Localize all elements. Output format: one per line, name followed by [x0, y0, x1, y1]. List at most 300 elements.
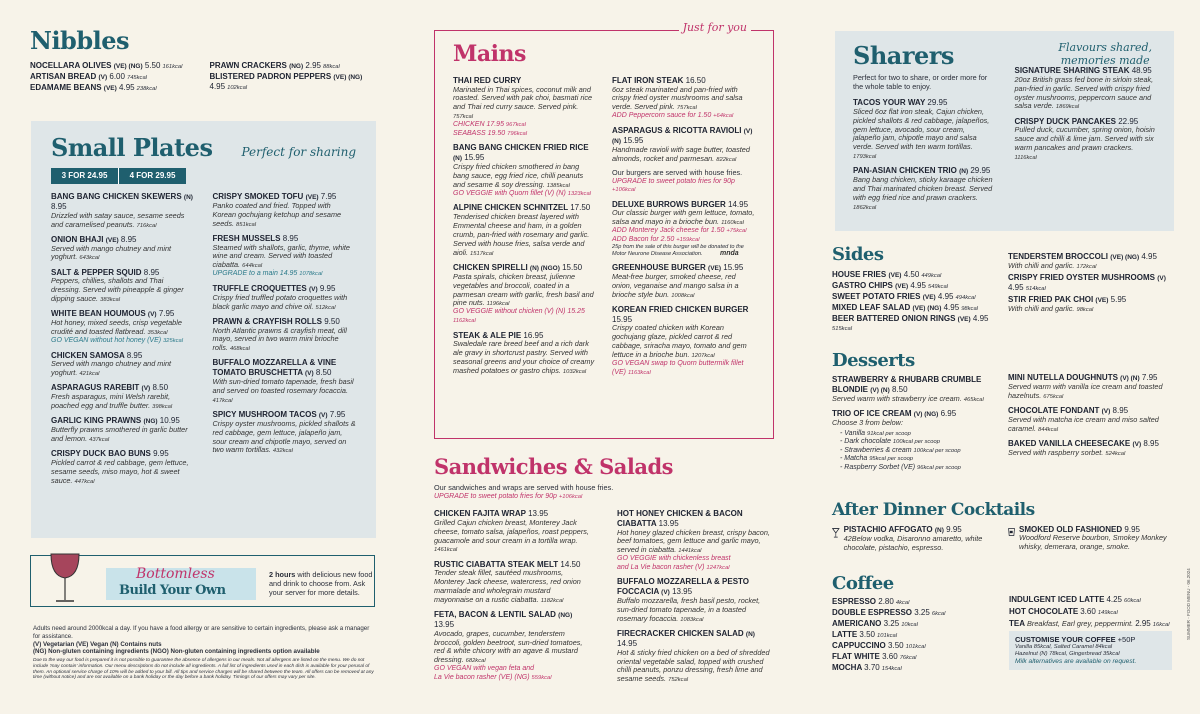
nibbles-columns [30, 61, 375, 94]
burger-0-option-0: ADD Monterey Jack cheese for 1.50 +75kcal [612, 227, 747, 235]
dessert-right-0-tags: (V) (N) [1120, 374, 1140, 382]
main-right-1 [612, 126, 755, 164]
mains-script: Just for you [679, 21, 751, 34]
small-plates-left [51, 192, 195, 491]
nibble-left-1-kcal: 745kcal [126, 75, 147, 82]
small-plates-header [51, 133, 356, 162]
sharer-right-1-name: CRISPY DUCK PANCAKES [1014, 116, 1116, 126]
sandwiches-upgrade-kcal: +106kcal [558, 493, 583, 500]
dessert-left-1-name: TRIO OF ICE CREAM [832, 408, 912, 418]
small-plate-right-4-name: BUFFALO MOZZARELLA & VINE TOMATO BRUSCHETTA [212, 358, 337, 378]
side-right-2-desc: With chilli and garlic. 98kcal [1008, 303, 1094, 313]
sandwich-right-1-desc: Buffalo mozzarella, fresh basil pesto, rocket, sun-dried tomato tapenade, in a toasted rosemary focaccia. 1083kcal [617, 596, 761, 623]
sandwich-right-1-name: BUFFALO MOZZARELLA & PESTO FOCCACIA [617, 577, 749, 597]
small-plate-left-0-name: BANG BANG CHICKEN SKEWERS [51, 192, 182, 202]
coffee-left-0-name: ESPRESSO [832, 596, 877, 606]
nibble-left-1 [30, 72, 196, 82]
sandwich-left-0-price: 13.95 [528, 509, 549, 519]
dessert-left-1-tags: (V) (NG) [913, 410, 939, 418]
side-left-0-kcal: 449kcal [921, 272, 942, 279]
side-left-3 [832, 303, 996, 313]
bottomless-detail: with delicious new food and drink to choose from. Ask your server for more details. [269, 570, 373, 597]
main-left-2-name: ALPINE CHICKEN SCHNITZEL [453, 203, 568, 213]
coffee-left-3-name: LATTE [832, 630, 858, 640]
small-plate-right-1 [213, 234, 357, 279]
small-plate-right-4-kcal: 417kcal [212, 397, 233, 404]
customise-title: CUSTOMISE YOUR COFFEE [1015, 635, 1116, 645]
nibble-left-2-price: 4.95 [119, 83, 135, 93]
small-plate-left-3-price: 7.95 [158, 309, 175, 319]
small-plate-right-3 [213, 317, 357, 354]
desserts-title: Desserts [832, 350, 915, 371]
small-plate-right-4-price: 8.50 [315, 368, 332, 378]
sharers-script-1: Flavours shared, [1058, 41, 1152, 54]
main-left-3-option-0: GO VEGGIE without chicken (V) (N) 15.25 1162kcal [453, 308, 585, 324]
small-plate-right-2-kcal: 512kcal [315, 304, 336, 311]
small-plate-right-1-option: UPGRADE to a main 14.95 1078kcal [212, 270, 323, 278]
coffee-title: Coffee [832, 573, 894, 594]
side-left-2 [832, 292, 996, 302]
small-plates-columns [51, 192, 356, 491]
burger-2-name: KOREAN FRIED CHICKEN BURGER [612, 304, 749, 314]
small-plates-right [213, 192, 357, 491]
nibble-left-1-name: ARTISAN BREAD [30, 72, 97, 82]
small-plate-right-2-tags: (V) [308, 285, 318, 293]
sides-right [1008, 252, 1172, 334]
main-right-1-price: 15.95 [623, 135, 644, 145]
sharer-left-1-kcal: 1862kcal [853, 204, 877, 211]
sandwiches-note: Our sandwiches and wraps are served with house fries. [434, 482, 614, 492]
sharer-left-1-name: PAN-ASIAN CHICKEN TRIO [853, 166, 957, 176]
coffee-left-3-kcal: 101kcal [877, 633, 898, 640]
small-plate-left-5-tags: (V) [141, 385, 151, 393]
coffee-left-0-price: 2.80 [878, 596, 894, 606]
desserts-right [1008, 373, 1172, 472]
coffee-left-1-kcal: 6kcal [931, 611, 946, 618]
small-plate-left-2-name: SALT & PEPPER SQUID [51, 267, 142, 277]
sandwich-right-1-tags: (V) [661, 589, 670, 597]
footnote-key2: (NG) Non-gluten containing ingredients (NGO) Non-gluten containing ingredients option available [33, 648, 320, 656]
coffee-left-4-kcal: 101kcal [905, 644, 926, 651]
main-right-1-tags: (V) (N) [612, 127, 753, 145]
small-plates-title: Small Plates [51, 133, 213, 162]
sharers-right [1015, 66, 1157, 217]
cocktail-left [832, 525, 996, 553]
main-left-0-desc: Marinated in Thai spices, coconut milk and roasted. Served with pak choi, basmati rice and Thai red curry sauce. Served pink. 757kcal [453, 84, 593, 121]
side-left-0-tags: (VE) [888, 271, 902, 279]
sandwich-right-0-price: 13.95 [658, 518, 679, 528]
coffee-left-0-kcal: 4kcal [895, 599, 910, 606]
tumbler-glass-icon [1008, 525, 1015, 539]
small-plate-left-1-desc: Served with mango chutney and mint yoghurt. 643kcal [51, 243, 172, 262]
bottomless-build: Build Your Own [119, 583, 226, 598]
side-left-0-name: HOUSE FRIES [832, 269, 887, 279]
burger-2-kcal: 1207kcal [691, 353, 715, 360]
side-left-2-price: 4.95 [937, 292, 954, 302]
small-plate-left-3-name: WHITE BEAN HOUMOUS [51, 309, 146, 319]
sandwich-left-1-name: RUSTIC CIABATTA STEAK MELT [434, 559, 559, 569]
footnote-key1: (V) Vegetarian (VE) Vegan (N) Contains nuts [33, 640, 162, 648]
side-left-0 [832, 270, 996, 280]
nibbles-right [210, 61, 376, 94]
deal-4: 4 FOR 29.95 [118, 168, 186, 184]
sharer-right-0-kcal: 1869kcal [1055, 104, 1080, 111]
nibbles-left [30, 61, 196, 94]
sandwich-left-0-desc: Grilled Cajun chicken breast, Monterey Jack cheese, tomato salsa, jalapeños, roast peppers, guacamole and sour cream in a tortilla wrap. 1461kcal [434, 517, 589, 554]
nibble-right-0 [210, 61, 376, 71]
sharers-script [1058, 41, 1152, 67]
sharer-right-1 [1015, 117, 1157, 162]
nibble-left-2-name: EDAMAME BEANS [30, 83, 102, 93]
sandwich-right-2-tags: (N) [745, 630, 755, 638]
main-left-3-tags: (N) (NGO) [529, 264, 560, 272]
coffee-right-2-desc: Breakfast, Earl grey, peppermint. [1027, 619, 1134, 629]
burger-note [612, 169, 755, 195]
coffee-left-2-name: AMERICANO [832, 619, 882, 629]
coffee-left-4-price: 3.50 [888, 641, 904, 651]
coffee-left-1-name: DOUBLE ESPRESSO [832, 608, 913, 618]
sharer-left-0-kcal: 1793kcal [853, 154, 877, 161]
mains-left [453, 76, 596, 382]
dessert-right-1-name: CHOCOLATE FONDANT [1008, 405, 1100, 415]
sandwich-right-0-kcal: 1441kcal [678, 548, 702, 555]
sandwich-left-0 [434, 509, 591, 554]
deal-bar [51, 168, 186, 184]
burger-2-price: 15.95 [612, 314, 633, 324]
cocktail-right-price: 9.95 [1124, 524, 1140, 534]
main-left-0-name: THAI RED CURRY [453, 75, 522, 85]
small-plate-right-1-price: 8.95 [282, 233, 299, 243]
cocktails-columns [832, 525, 1172, 553]
main-right-0-kcal: 757kcal [676, 105, 697, 112]
main-right-0-price: 16.50 [685, 75, 706, 85]
small-plate-right-0-tags: (VE) [305, 194, 319, 202]
small-plate-left-1-price: 8.95 [120, 234, 137, 244]
main-left-2-desc: Tenderised chicken breast layered with Emmental cheese and ham, in a golden crumb, pan-fried with rosemary and garlic. Served with house fries, salsa verde and aioli. 1517kcal [453, 212, 590, 257]
mains-title: Mains [453, 41, 526, 67]
small-plate-right-5-name: SPICY MUSHROOM TACOS [212, 409, 317, 419]
small-plate-left-7-kcal: 447kcal [74, 478, 95, 485]
coffee-left-0 [832, 597, 995, 607]
sandwich-left-2-name: FETA, BACON & LENTIL SALAD [434, 610, 556, 619]
side-left-2-kcal: 494kcal [955, 295, 976, 302]
nibble-right-1-price: 4.95 [209, 82, 226, 92]
small-plate-right-4 [213, 358, 357, 405]
dessert-right-2-name: BAKED VANILLA CHEESECAKE [1008, 438, 1131, 448]
main-left-4-name: STEAK & ALE PIE [453, 330, 522, 340]
small-plate-left-2-kcal: 383kcal [100, 297, 121, 304]
burger-0-price: 14.95 [728, 199, 749, 209]
customise-box [1009, 631, 1172, 670]
side-left-3-name: MIXED LEAF SALAD [832, 303, 911, 313]
sandwich-right-1 [617, 577, 774, 624]
small-plate-left-2-price: 8.95 [143, 267, 160, 277]
small-plate-left-6-desc: Butterfly prawns smothered in garlic butter and lemon. 437kcal [51, 425, 188, 443]
main-right-0 [612, 76, 755, 121]
sandwich-left-1 [434, 560, 591, 605]
small-plate-right-3-kcal: 468kcal [229, 346, 250, 353]
sharer-left-1-price: 29.95 [970, 166, 991, 176]
dessert-right-2-kcal: 524kcal [1105, 450, 1126, 457]
sandwich-right-0-name: HOT HONEY CHICKEN & BACON CIABATTA [617, 509, 743, 528]
burger-2-desc: Crispy coated chicken with Korean gochujang glaze, pickled carrot & red cabbage, sriracha mayo, tomato and gem lettuce in a brioche bun. 1207kcal [612, 323, 747, 360]
sharer-right-0 [1015, 66, 1157, 111]
coffee-left-6-kcal: 154kcal [881, 666, 902, 673]
sandwich-left-2-option-1: La Vie bacon rasher (VE) (NG) 559kcal [434, 673, 552, 681]
small-plate-left-1-tags: (VE) [105, 236, 119, 244]
dessert-right-2 [1008, 439, 1172, 458]
dessert-right-2-desc: Served with raspberry sorbet. 524kcal [1008, 447, 1126, 457]
coffee-left-2-price: 3.25 [883, 619, 900, 629]
burger-0-extra: 25p from the sale of this burger will be donated to the Motor Neurone Disease Association. [612, 244, 744, 258]
main-left-4 [453, 331, 596, 376]
small-plate-left-7-desc: Pickled carrot & red cabbage, gem lettuce, sesame seeds, miso mayo, hot & sweet sauce. 447kcal [51, 457, 189, 485]
bottomless-text [269, 571, 374, 598]
main-left-3-name: CHICKEN SPIRELLI [453, 262, 528, 272]
sharer-left-1-desc: Bang bang chicken, sticky karaage chicken and Thai marinated chicken breast. Served with egg fried rice and prawn crackers. 1862kcal [853, 175, 993, 211]
small-plate-left-4-name: CHICKEN SAMOSA [51, 350, 125, 360]
coffee-left-5-price: 3.60 [882, 652, 898, 662]
coffee-left-5 [832, 652, 995, 662]
small-plate-left-6-tags: (NG) [143, 418, 158, 426]
small-plate-right-1-name: FRESH MUSSELS [212, 233, 281, 243]
nibble-right-1 [210, 72, 376, 92]
dessert-right-1-desc: Served with matcha ice cream and miso salted caramel. 844kcal [1008, 414, 1159, 433]
small-plate-right-3-name: PRAWN & CRAYFISH ROLLS [212, 316, 322, 326]
nibble-left-0 [30, 61, 196, 71]
small-plate-left-2 [51, 268, 195, 305]
dessert-left-0 [832, 375, 996, 404]
side-right-2: STIR FRIED PAK CHOI (VE) 5.95 With chilli and garlic. 98kcal [1008, 295, 1172, 314]
coffee-left-2-kcal: 10kcal [901, 622, 918, 629]
side-left-4-name: BEER BATTERED ONION RINGS [832, 314, 956, 324]
side-left-3-tags: (VE) (NG) [912, 305, 942, 313]
side-right-1: CRISPY FRIED OYSTER MUSHROOMS (V) 4.95 514kcal [1008, 272, 1166, 292]
main-left-3 [453, 263, 596, 326]
nibble-left-2 [30, 83, 196, 93]
main-right-1-kcal: 822kcal [716, 156, 737, 163]
sandwich-right-0-option-1: and La Vie bacon rasher (V) 1247kcal [617, 563, 730, 571]
main-left-4-desc: Swaledale rare breed beef and a rich dark ale gravy in shortcrust pastry. Served with seasonal greens and your choice of creamy mashed potatoes or gastro chips. 1032kcal [453, 339, 595, 375]
coffee-left-5-kcal: 76kcal [899, 655, 917, 662]
dessert-right-2-tags: (V) [1132, 440, 1142, 448]
small-plate-left-3-option: GO VEGAN without hot honey (VE) 325kcal [51, 336, 184, 344]
cocktail-left-desc: 42Below vodka, Disaronno amaretto, white chocolate, pistachio, espresso. [843, 533, 983, 552]
customise-price: +50P [1117, 635, 1136, 645]
footnote-legal: Due to the way our food is prepared it is not possible to guarantee the absence of allergens in our meals. Not all allergens are listed on the menu. We do not include 'may contain' information. Our menu descriptions do not include all ingredients. A full list of ingredients used in each dish is available for your perusal of them. An optional service charge of 10% will be added to your bill. All tips and service charges will be shared between the team. All offers can be removed at any time (without notice) and are not available on a bank holiday or the day before a bank holiday. Timings of our offers may vary per site. [33, 658, 374, 681]
customise-l1: Vanilla 85kcal, Salted Caramel 84kcal [1015, 644, 1113, 651]
nibble-left-1-price: 6.00 [109, 72, 125, 82]
side-left-4-kcal: 515kcal [832, 326, 852, 333]
small-plate-right-5-desc: Crispy oyster mushrooms, pickled shallots & red cabbage, gem lettuce, jalapeño jam, sour cream and chipotle mayo, served on two warm tortillas. 432kcal [212, 418, 356, 455]
dessert-right-0 [1008, 373, 1172, 401]
sides-left [832, 270, 996, 334]
flavour-3: - Matcha 95kcal per scoop [840, 455, 914, 463]
cocktail-right-desc: Woodford Reserve bourbon, Smokey Monkey whisky, demerara, orange, smoke. [1019, 533, 1167, 552]
small-plate-left-0-tags: (N) [183, 194, 193, 202]
sharers-title: Sharers [853, 41, 954, 70]
side-right-0-name: TENDERSTEM BROCCOLI [1008, 251, 1108, 261]
sandwich-right-2-kcal: 752kcal [668, 677, 689, 684]
coffee-right-2: TEA Breakfast, Earl grey, peppermint. 2.95 16kcal [1009, 619, 1170, 629]
main-left-0 [453, 76, 596, 139]
main-left-4-kcal: 1032kcal [562, 368, 587, 375]
main-right-1-name: ASPARAGUS & RICOTTA RAVIOLI [612, 125, 742, 135]
mains-columns [453, 76, 755, 382]
nibble-left-2-tags: (VE) [103, 85, 117, 93]
small-plate-right-0-price: 7.95 [320, 192, 337, 202]
nibble-right-1-name: BLISTERED PADRON PEPPERS [209, 72, 332, 82]
side-left-0-price: 4.50 [903, 269, 920, 279]
coffee-left-3-price: 3.50 [859, 630, 875, 640]
small-plate-left-3-kcal: 353kcal [147, 329, 168, 336]
main-left-1-price: 15.95 [464, 153, 485, 163]
flavour-0: - Vanilla 91kcal per scoop [840, 429, 911, 437]
bottomless-box [30, 555, 375, 607]
dessert-left-0-desc: Served warm with strawberry ice cream. 465kcal [832, 393, 984, 403]
sharers-script-2: memories made [1060, 54, 1150, 68]
martini-glass-icon [832, 525, 840, 541]
sandwich-right-1-kcal: 1083kcal [680, 616, 704, 623]
mnda-logo-icon: mnda [720, 250, 739, 257]
sides-title: Sides [832, 244, 884, 265]
main-left-1-kcal: 1385kcal [546, 182, 570, 189]
side-left-2-name: SWEET POTATO FRIES [832, 292, 921, 302]
side-right-0-desc: With chilli and garlic. 172kcal [1008, 260, 1097, 270]
vertical-label: SUMMER - FOOD MENU - 06.2024 [1186, 568, 1191, 640]
small-plate-left-6-kcal: 437kcal [89, 436, 110, 443]
coffee-section [832, 573, 1172, 674]
coffee-right-2-name: TEA [1009, 619, 1025, 629]
nibble-left-0-tags: (VE) (NG) [113, 63, 143, 71]
sandwich-left-1-desc: Tender steak fillet, sautéed mushrooms, Monterey Jack cheese, watercress, red onion marmalade and wholegrain mustard mayonnaise on a rustic ciabatta. 1182kcal [434, 568, 581, 604]
dessert-right-0-name: MINI NUTELLA DOUGHNUTS [1008, 372, 1118, 382]
small-plate-left-6 [51, 416, 195, 444]
small-plate-left-0-kcal: 716kcal [136, 222, 157, 229]
cocktails-section [832, 500, 1172, 552]
sandwich-left-1-price: 14.50 [560, 559, 581, 569]
small-plate-left-5-price: 8.50 [152, 383, 169, 393]
coffee-columns [832, 594, 1172, 674]
side-left-1-price: 4.95 [910, 281, 926, 291]
side-right-1-name: CRISPY FRIED OYSTER MUSHROOMS [1008, 272, 1155, 282]
small-plate-right-0-name: CRISPY SMOKED TOFU [212, 192, 304, 202]
desserts-section [832, 350, 1172, 472]
small-plate-right-2-price: 9.95 [319, 283, 336, 293]
cocktail-right [1008, 525, 1172, 553]
small-plates-panel [31, 121, 376, 538]
small-plate-left-5-kcal: 398kcal [152, 404, 173, 411]
small-plate-left-5-desc: Fresh asparagus, mini Welsh rarebit, poached egg and truffle butter. 398kcal [51, 392, 173, 411]
small-plate-right-2-desc: Crispy fried truffled potato croquettes with black garlic mayo and chive oil. 512kcal [212, 292, 348, 311]
main-right-1-desc: Handmade ravioli with sage butter, toasted almonds, rocket and parmesan. 822kcal [612, 144, 750, 163]
small-plate-left-4 [51, 351, 195, 379]
sandwich-right-2-price: 14.95 [617, 638, 638, 648]
coffee-right-1-name: HOT CHOCOLATE [1009, 607, 1079, 617]
main-left-1-desc: Crispy fried chicken smothered in bang bang sauce, egg fried rice, chilli peanuts and sesame & soy dressing. 1385kcal [453, 162, 584, 189]
small-plate-left-1-kcal: 643kcal [79, 255, 100, 262]
sharer-left-0-price: 29.95 [927, 98, 948, 108]
nibbles-title: Nibbles [30, 26, 130, 55]
main-left-0-option-1: SEABASS 19.50 796kcal [453, 129, 528, 137]
side-left-3-price: 4.95 [943, 303, 960, 313]
main-right-0-desc: 6oz steak marinated and pan-fried with crispy fried oyster mushrooms and salsa verde. Served pink. 757kcal [612, 84, 743, 112]
side-right-0: TENDERSTEM BROCCOLI (VE) (NG) 4.95 With chilli and garlic. 172kcal [1008, 252, 1172, 271]
main-left-0-kcal: 757kcal [453, 114, 473, 121]
cocktail-right-name: SMOKED OLD FASHIONED [1019, 524, 1123, 534]
small-plate-right-3-price: 9.50 [324, 316, 340, 326]
sandwich-left-2-option-0: GO VEGAN with vegan feta and [434, 665, 534, 673]
sandwiches-columns [434, 509, 774, 689]
main-left-1 [453, 143, 596, 198]
sides-section [832, 244, 1172, 334]
small-plate-left-1 [51, 235, 195, 263]
ice-cream-flavours [832, 430, 996, 473]
side-left-2-tags: (VE) [922, 294, 936, 302]
burger-0-name: DELUXE BURROWS BURGER [612, 199, 726, 209]
small-plate-left-7-name: CRISPY DUCK BAO BUNS [51, 448, 151, 458]
coffee-left-1 [832, 608, 995, 618]
nibble-right-0-tags: (NG) [289, 63, 304, 71]
sandwich-left-0-name: CHICKEN FAJITA WRAP [434, 509, 526, 519]
flavour-1: - Dark chocolate 100kcal per scoop [840, 438, 940, 446]
main-left-2 [453, 203, 596, 257]
sandwich-right-2-name: FIRECRACKER CHICKEN SALAD [617, 628, 744, 638]
sandwich-left-2-desc: Avocado, grapes, cucumber, tenderstem broccoli, golden beetroot, sun-dried tomatoes, red & white chicory with an agave & mustard dressing. 682kcal [434, 628, 583, 665]
dessert-left-1-price: 6.95 [940, 408, 957, 418]
small-plate-left-7 [51, 449, 195, 486]
small-plate-left-0-price: 8.95 [51, 201, 67, 211]
sandwich-left-2 [434, 610, 591, 682]
small-plate-right-0-kcal: 851kcal [236, 221, 257, 228]
mains-right [612, 76, 755, 382]
main-left-3-kcal: 1196kcal [486, 301, 510, 308]
small-plate-right-1-kcal: 644kcal [242, 263, 263, 270]
main-left-1-name: BANG BANG CHICKEN FRIED RICE [453, 143, 589, 153]
dessert-left-0-name: STRAWBERRY & RHUBARB CRUMBLE BLONDIE [832, 374, 982, 394]
sharer-left-0-desc: Sliced 6oz flat iron steak, Cajun chicken, pickled shallots & red cabbage, jalapeños, gem lettuce, avocado, sour cream, jalapeño jam, chipotle mayo and salsa verde. Served with ten warm tortillas. 1793kcal [853, 106, 990, 161]
small-plate-right-5 [213, 410, 357, 456]
burger-upgrade: UPGRADE to sweet potato fries for 90p [612, 177, 735, 185]
sharers-panel [835, 31, 1174, 231]
bottomless-script: Bottomless [136, 566, 215, 582]
sharer-left-1-tags: (N) [959, 168, 969, 176]
footnote [33, 625, 378, 681]
small-plate-left-5 [51, 383, 195, 411]
main-left-0-option-0: CHICKEN 17.95 967kcal [453, 121, 526, 129]
nibbles-section [30, 26, 375, 94]
burger-0-option-1: ADD Bacon for 2.50 +159kcal [612, 235, 700, 243]
main-left-3-desc: Pasta spirals, chicken breast, julienne vegetables and broccoli, coated in a parmesan cream with garlic, fresh basil and pine nuts. 1196kcal [453, 271, 594, 308]
sharer-right-0-desc: 20oz British grass fed bone in sirloin steak, pan-fried in garlic. Served with crispy fried oyster mushrooms, peppercorn sauce and salsa verde. 1869kcal [1014, 74, 1154, 111]
dessert-right-0-kcal: 675kcal [1043, 393, 1064, 400]
nibble-left-0-kcal: 161kcal [162, 64, 183, 71]
main-right-0-option-0: ADD Peppercorn sauce for 1.50 +64kcal [612, 112, 734, 120]
desserts-left [832, 375, 996, 472]
burger-2-option-0: GO VEGAN swap to Quorn buttermilk fillet (VE) 1163kcal [612, 360, 744, 376]
coffee-right [1009, 595, 1172, 674]
coffee-right-0-name: INDULGENT ICED LATTE [1009, 594, 1105, 604]
sandwiches-left [434, 509, 591, 689]
sandwich-right-0-option-0: GO VEGGIE with chickenless breast [617, 555, 731, 563]
coffee-left-2 [832, 619, 995, 629]
main-left-2-kcal: 1517kcal [470, 250, 494, 257]
sandwich-left-2-price: 13.95 [434, 619, 455, 629]
sandwich-left-2-kcal: 682kcal [465, 658, 486, 665]
burger-1-price: 15.95 [723, 263, 744, 273]
small-plate-left-6-price: 10.95 [159, 416, 180, 426]
small-plate-right-5-price: 7.95 [329, 409, 346, 419]
